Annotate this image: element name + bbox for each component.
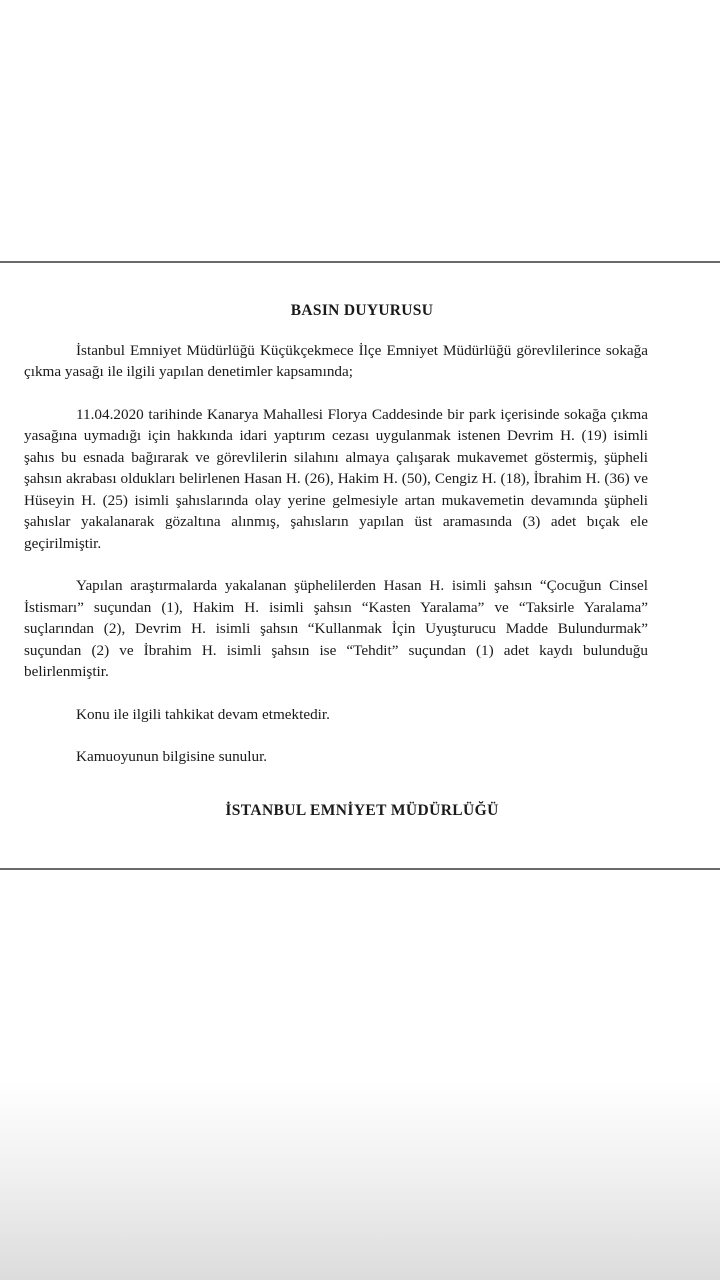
paragraph-intro: İstanbul Emniyet Müdürlüğü Küçükçekmece İlçe Emniyet Müdürlüğü görevlilerince sokağa çıkma yasağı ile ilgili yapılan denetimler kapsamında; xyxy=(24,341,648,380)
document-body xyxy=(24,340,648,768)
paragraph-investigation: Konu ile ilgili tahkikat devam etmektedir. xyxy=(76,705,330,723)
paragraph-records: Yapılan araştırmalarda yakalanan şüphelilerden Hasan H. isimli şahsın “Çocuğun Cinsel İstismarı” suçundan (1), Hakim H. isimli şahsın “Kasten Yaralama” ve “Taksirle Yaralama” suçlarından (2), Devrim H. isimli şahsın “Kullanmak İçin Uyuşturucu Madde Bulundurmak” suçundan (2) ve İbrahim H. isimli şahsın ise “Tehdit” suçundan (1) adet kaydı bulunduğu belirlenmiştir. xyxy=(24,577,648,680)
document-title: BASIN DUYURUSU xyxy=(290,302,434,319)
signature: İSTANBUL EMNİYET MÜDÜRLÜĞÜ xyxy=(225,801,499,819)
top-divider xyxy=(0,261,720,263)
paragraph-closing: Kamuoyunun bilgisine sunulur. xyxy=(76,748,268,765)
press-release xyxy=(24,300,648,821)
paragraph-incident: 11.04.2020 tarihinde Kanarya Mahallesi Florya Caddesinde bir park içerisinde sokağa çıkma yasağına uymadığı için hakkında idari yaptırım cezası uygulanmak istenen Devrim H. (19) isimli şahıs bu esnada bağırarak ve görevlilerin silahını almaya çalışarak mukavemet göstermiş, şüpheli şahsın akrabası oldukları belirlenen Hasan H. (26), Hakim H. (50), Cengiz H. (18), İbrahim H. (36) ve Hüseyin H. (25) isimli şahıslarında olay yerine gelmesiyle artan mukavemetin devamında şüpheli şahıslar yakalanarak gözaltına alınmış, şahısların yapılan üst aramasında (3) adet bıçak ele geçirilmiştir. xyxy=(24,405,648,552)
bottom-divider xyxy=(0,868,720,870)
